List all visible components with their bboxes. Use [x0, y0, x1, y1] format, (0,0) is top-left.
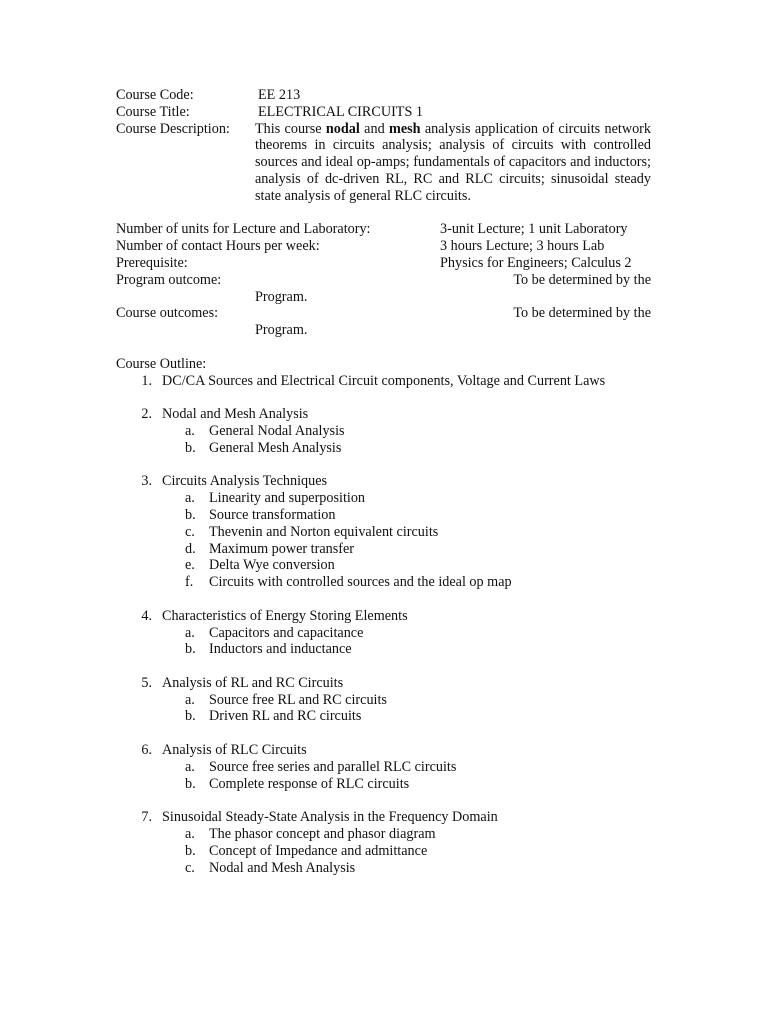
- outline-section-heading: [116, 608, 651, 625]
- course-code-value: EE 213: [258, 87, 301, 103]
- outline-section-heading: [116, 406, 651, 423]
- outline-subitem-letter: b.: [185, 775, 196, 792]
- program-outcome-block: [116, 272, 651, 306]
- course-title-value: ELECTRICAL CIRCUITS 1: [258, 103, 423, 120]
- desc-text-part: This course: [255, 120, 326, 137]
- contact-hours-value: 3 hours Lecture; 3 hours Lab: [440, 238, 605, 255]
- outline-subitem-letter: d.: [185, 540, 196, 557]
- course-outline-list: [116, 373, 651, 877]
- outline-subitem: [116, 625, 651, 642]
- outline-section-number: 1.: [141, 372, 152, 389]
- program-outcome-label: Program outcome:: [116, 271, 222, 288]
- desc-text-part: and: [359, 120, 389, 137]
- outline-section: [116, 608, 651, 658]
- outline-section-heading: [116, 742, 651, 759]
- outline-subitem-text: The phasor concept and phasor diagram: [209, 826, 436, 843]
- course-outcomes-block: [116, 305, 651, 339]
- outline-subitem-text: Circuits with controlled sources and the ideal op map: [209, 574, 512, 591]
- prerequisite-label: Prerequisite:: [116, 254, 188, 271]
- outline-section-number: 4.: [141, 607, 152, 624]
- outline-subitem-text: Nodal and Mesh Analysis: [209, 859, 356, 876]
- outline-section-number: 3.: [141, 473, 152, 490]
- outline-subitem-text: Source transformation: [209, 506, 336, 523]
- outline-subitem-letter: b.: [185, 641, 196, 658]
- outline-section-title: Characteristics of Energy Storing Elements: [162, 607, 408, 624]
- units-value: 3-unit Lecture; 1 unit Laboratory: [440, 221, 628, 238]
- contact-hours-row: [116, 238, 651, 255]
- outline-section: [116, 373, 651, 390]
- prerequisite-row: [116, 255, 651, 272]
- outline-subitem-letter: c.: [185, 523, 195, 540]
- course-title-label: Course Title:: [116, 103, 190, 120]
- outline-subitem-letter: a.: [185, 422, 195, 439]
- outline-subitem-letter: a.: [185, 624, 195, 641]
- outline-section: [116, 406, 651, 456]
- course-outcomes-continuation: Program.: [255, 322, 308, 339]
- outline-subitem: [116, 440, 651, 457]
- outline-subitem-letter: b.: [185, 842, 196, 859]
- outline-subitem-text: Delta Wye conversion: [209, 557, 335, 574]
- outline-subitem-text: Complete response of RLC circuits: [209, 775, 410, 792]
- outline-section: [116, 742, 651, 792]
- outline-subitem-text: Linearity and superposition: [209, 490, 366, 507]
- outline-subitem-text: Driven RL and RC circuits: [209, 708, 362, 725]
- outline-subitem-text: Source free RL and RC circuits: [209, 691, 387, 708]
- course-outcomes-label: Course outcomes:: [116, 305, 219, 322]
- units-label: Number of units for Lecture and Laboratory:: [116, 221, 371, 238]
- outline-subitem-letter: b.: [185, 439, 196, 456]
- units-row: [116, 221, 651, 238]
- outline-subitem-letter: a.: [185, 691, 195, 708]
- course-syllabus-page: [116, 87, 651, 876]
- outline-subitem-letter: b.: [185, 506, 196, 523]
- outline-section-heading: [116, 473, 651, 490]
- outline-subitem-letter: c.: [185, 859, 195, 876]
- outline-subitem: [116, 641, 651, 658]
- course-description-row: [116, 121, 651, 205]
- outline-section: [116, 675, 651, 725]
- outline-section-title: Circuits Analysis Techniques: [162, 473, 328, 490]
- outline-subitem-text: Concept of Impedance and admittance: [209, 842, 428, 859]
- course-code-label: Course Code:: [116, 87, 194, 103]
- course-code-row: [116, 87, 651, 104]
- outline-section-title: Sinusoidal Steady-State Analysis in the Frequency Domain: [162, 809, 498, 826]
- course-description-label: Course Description:: [116, 120, 230, 137]
- outline-subitem-text: General Mesh Analysis: [209, 439, 342, 456]
- outline-subitem: [116, 490, 651, 507]
- outline-subitem: [116, 860, 651, 877]
- outline-subitem: [116, 759, 651, 776]
- outline-subitem-letter: e.: [185, 557, 195, 574]
- program-outcome-value: To be determined by the: [513, 271, 651, 288]
- outline-subitem-text: Source free series and parallel RLC circuits: [209, 758, 457, 775]
- course-outline-title: Course Outline:: [116, 355, 207, 372]
- outline-subitem: [116, 541, 651, 558]
- outline-section-title: Nodal and Mesh Analysis: [162, 406, 309, 423]
- outline-subitem: [116, 423, 651, 440]
- outline-subitem-text: General Nodal Analysis: [209, 422, 345, 439]
- prerequisite-value: Physics for Engineers; Calculus 2: [440, 254, 632, 271]
- outline-subitem-text: Inductors and inductance: [209, 641, 352, 658]
- outline-subitem: [116, 843, 651, 860]
- outline-subitem: [116, 507, 651, 524]
- outline-subitem-text: Capacitors and capacitance: [209, 624, 364, 641]
- outline-subitem-text: Maximum power transfer: [209, 540, 354, 557]
- outline-subitem: [116, 776, 651, 793]
- outline-section-heading: [116, 809, 651, 826]
- outline-subitem: [116, 692, 651, 709]
- program-outcome-continuation: Program.: [255, 288, 308, 305]
- outline-subitem-letter: b.: [185, 708, 196, 725]
- outline-section-number: 2.: [141, 406, 152, 423]
- outline-subitem-letter: a.: [185, 758, 195, 775]
- outline-section-number: 5.: [141, 674, 152, 691]
- outline-subitem: [116, 574, 651, 591]
- outline-subitem: [116, 708, 651, 725]
- outline-section-heading: [116, 675, 651, 692]
- outline-subitem-letter: f.: [185, 574, 194, 591]
- desc-bold-mesh: mesh: [389, 120, 421, 137]
- outline-subitem-letter: a.: [185, 826, 195, 843]
- contact-hours-label: Number of contact Hours per week:: [116, 238, 320, 255]
- course-outcomes-value: To be determined by the: [513, 305, 651, 322]
- outline-subitem: [116, 524, 651, 541]
- outline-section-title: DC/CA Sources and Electrical Circuit components, Voltage and Current Laws: [162, 372, 606, 389]
- course-title-row: [116, 104, 651, 121]
- outline-section-number: 7.: [141, 809, 152, 826]
- outline-section-number: 6.: [141, 742, 152, 759]
- outline-section-heading: [116, 373, 651, 390]
- outline-subitem-letter: a.: [185, 490, 195, 507]
- outline-subitem: [116, 557, 651, 574]
- outline-subitem-text: Thevenin and Norton equivalent circuits: [209, 523, 439, 540]
- course-description-text: [255, 121, 651, 205]
- outline-section-title: Analysis of RLC Circuits: [162, 742, 307, 759]
- outline-section: [116, 473, 651, 591]
- outline-subitem: [116, 826, 651, 843]
- outline-section: [116, 809, 651, 876]
- desc-bold-nodal: nodal: [325, 120, 360, 137]
- outline-section-title: Analysis of RL and RC Circuits: [162, 674, 344, 691]
- desc-text-part: analysis application of circuits network theorems in circuits analysis; analysis of circuits with controlled sources and ideal op-amps; fundamentals of capacitors and inductors; analysis of dc-driven RL, RC and RLC circuits; sinusoidal steady state analysis of general RLC circuits.: [255, 120, 651, 204]
